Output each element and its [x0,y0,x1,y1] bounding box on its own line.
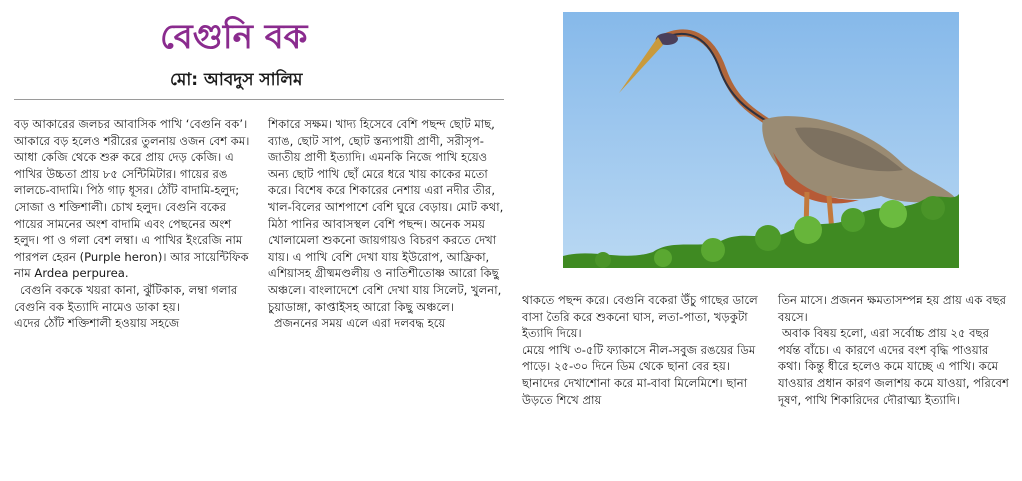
heron-photo [563,12,959,268]
paragraph: থাকতে পছন্দ করে। বেগুনি বকেরা উঁচু গাছের ডালে বাসা তৈরি করে শুকনো ঘাস, লতা-পাতা, খড়কুটা ইত্যাদি দিয়ে। [522,293,758,341]
paragraph: বড় আকারের জলচর আবাসিক পাখি ‘বেগুনি বক’। আকারে বড় হলেও শরীরের তুলনায় ওজন বেশ কম। আধা কেজি থেকে শুরু করে প্রায় দেড় কেজি। এ পাখির উচ্চতা প্রায় ৮৫ সেন্টিমিটার। গায়ের রঙ লালচে-বাদামি। পিঠ গাঢ় ধূসর। ঠোঁট বাদামি-হলুদ; সোজা ও শক্তিশালী। চোখ হলুদ। বেগুনি বকের পায়ের সামনের অংশ বাদামি এবং পেছনের অংশ হলুদ। পা ও গলা বেশ লম্বা। এ পাখির ইংরেজি নাম পারপল হেরন (Purple heron)। আর সায়েন্টিফিক নাম Ardea perpurea. [14,117,250,281]
text-column-2 [268,116,504,332]
text-column-1 [14,116,252,332]
title-divider [14,99,504,100]
text-column-3 [522,292,760,408]
paragraph: বেগুনি বককে খয়রা কানা, ঝুঁটিকাক, লম্বা গলার বেগুনি বক ইত্যাদি নামেও ডাকা হয়। [14,282,238,314]
paragraph: মেয়ে পাখি ৩-৫টি ফ্যাকাসে নীল-সবুজ রঙয়ের ডিম পাড়ে। ২৫-৩০ দিনে ডিম থেকে ছানা বের হয়। ছানাদের দেখাশোনা করে মা-বাবা মিলেমিশে। ছানা উড়তে শিখে প্রায় [522,342,756,407]
paragraph: অবাক বিষয় হলো, এরা সর্বোচ্চ প্রায় ২৫ বছর পর্যন্ত বাঁচে। এ কারণে এদের বংশ বৃদ্ধি পাওয়ার কথা। কিন্তু ধীরে হলেও কমে যাচ্ছে এ পাখি। কমে যাওয়ার প্রধান কারণ জলাশয় কমে যাওয়া, পরিবেশ দূষণ, পাখি শিকারিদের দৌরাত্ম্য ইত্যাদি। [778,326,1009,407]
author-byline: মো: আবদুস সালিম [170,70,303,90]
paragraph: এদের ঠোঁট শক্তিশালী হওয়ায় সহজে [14,316,180,331]
paragraph: প্রজননের সময় এলে এরা দলবদ্ধ হয়ে [274,316,446,331]
article-title: বেগুনি বক [160,17,308,57]
paragraph: শিকারে সক্ষম। খাদ্য হিসেবে বেশি পছন্দ ছোট মাছ, ব্যাঙ, ছোট সাপ, ছোট স্তন্যপায়ী প্রাণী, সরীসৃপ-জাতীয় প্রাণী ইত্যাদি। এমনকি নিজে পাখি হয়েও অন্য ছোট পাখি ছোঁ মেরে ধরে খায় কাকের মতো করে। বিশেষ করে শিকারের নেশায় এরা নদীর তীর, খাল-বিলের আশপাশে বেশি ঘুরে বেড়ায়। মোট কথা, মিঠা পানির আবাসস্থল বেশি পছন্দ। অনেক সময় খোলামেলা শুকনো জায়গায়ও বিচরণ করতে দেখা যায়। এ পাখি বেশি দেখা যায় ইউরোপ, আফ্রিকা, এশিয়াসহ গ্রীষ্মমণ্ডলীয় ও নাতিশীতোষ্ণ আরো কিছু অঞ্চলে। বাংলাদেশে বেশি দেখা যায় সিলেট, খুলনা, চুয়াডাঙ্গা, কাপ্তাইসহ আরো কিছু অঞ্চলে। [268,117,504,314]
text-column-4 [778,292,1010,408]
paragraph: তিন মাসে। প্রজনন ক্ষমতাসম্পন্ন হয় প্রায় এক বছর বয়সে। [778,293,1007,324]
